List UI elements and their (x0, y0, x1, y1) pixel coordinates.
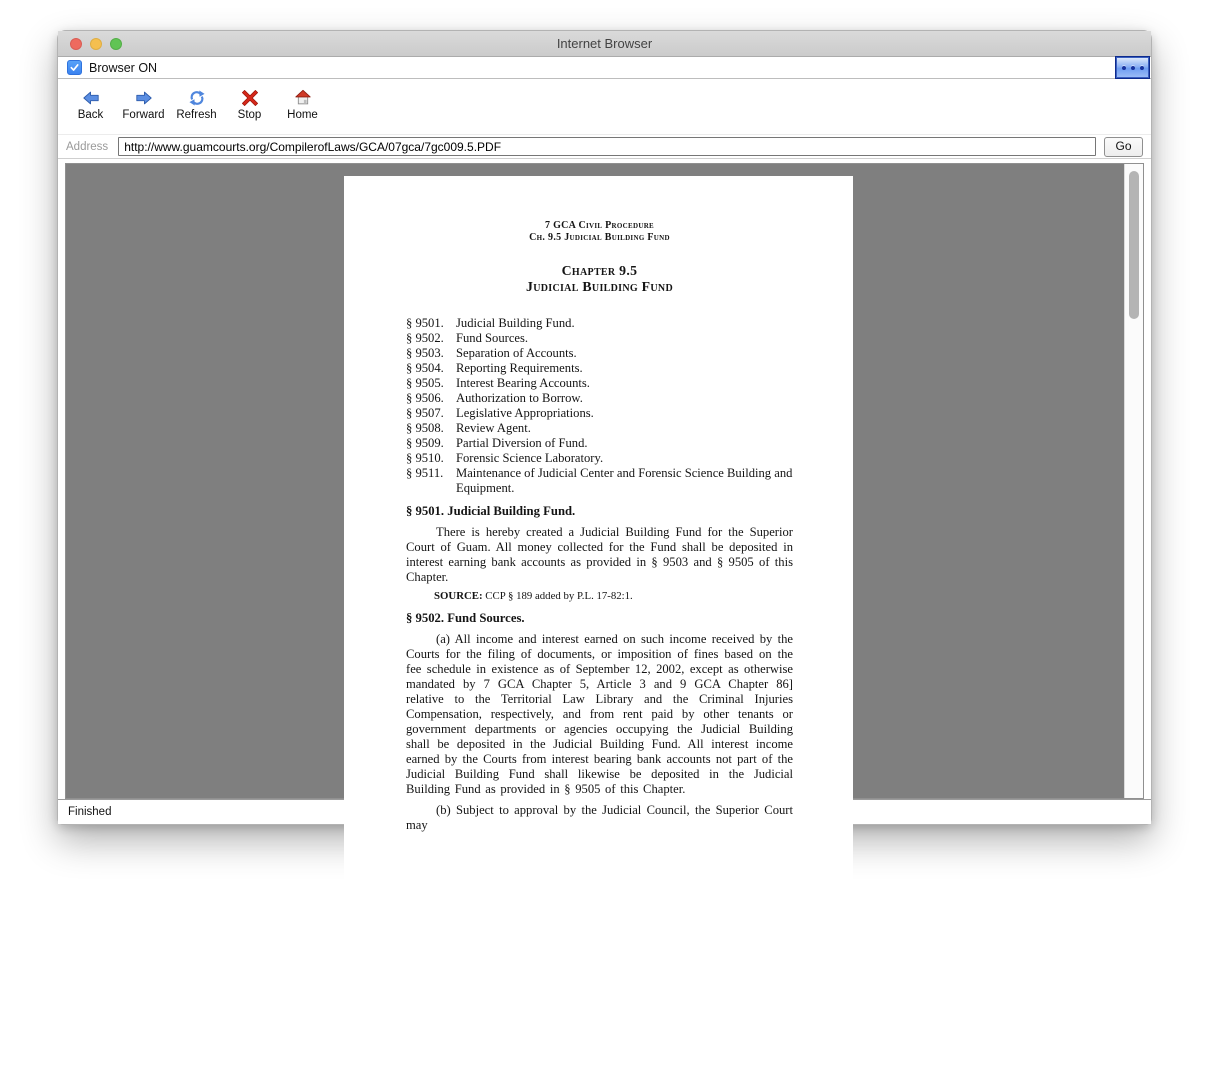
forward-arrow-icon (135, 89, 153, 107)
window-title: Internet Browser (556, 36, 653, 51)
stop-button[interactable] (223, 87, 276, 121)
stop-label: Stop (237, 109, 262, 121)
toc-entry: § 9505. Interest Bearing Accounts. (406, 376, 590, 390)
browser-on-checkbox[interactable] (67, 60, 82, 75)
forward-button[interactable] (117, 87, 170, 121)
checkmark-icon (69, 62, 80, 73)
pdf-page (344, 176, 853, 1076)
browser-window (57, 30, 1152, 832)
source-text: CCP § 189 added by P.L. 17-82:1. (482, 590, 633, 602)
section-list (406, 316, 793, 496)
source-label: SOURCE: (434, 590, 483, 602)
section-9501-source (434, 590, 793, 603)
toc-entry: § 9501. Judicial Building Fund. (406, 316, 575, 330)
toc-entry: § 9503. Separation of Accounts. (406, 346, 577, 360)
navigation-toolbar (58, 79, 1151, 134)
section-9502-heading: § 9502. Fund Sources. (406, 611, 525, 625)
section-9501-heading: § 9501. Judicial Building Fund. (406, 504, 576, 518)
stop-x-icon (241, 89, 259, 107)
chapter-heading (406, 263, 793, 295)
refresh-label: Refresh (176, 109, 217, 121)
grip-dot-icon (1122, 66, 1126, 70)
home-button[interactable] (276, 87, 329, 121)
address-label: Address (66, 140, 109, 153)
document-running-header (406, 220, 793, 243)
browser-on-label: Browser ON (89, 60, 158, 75)
toc-entry: § 9508. Review Agent. (406, 421, 531, 435)
section-9502-paragraph-b: (b) Subject to approval by the Judicial Council, the Superior Court may (406, 803, 793, 832)
scrollbar-thumb[interactable] (1129, 171, 1139, 319)
window-titlebar[interactable] (58, 31, 1151, 57)
browser-on-checkbox-row[interactable] (58, 60, 157, 75)
address-bar-row (58, 134, 1151, 159)
toc-entry: § 9511. Maintenance of Judicial Center and Forensic Science Building and Equipment. (406, 466, 793, 495)
refresh-icon (188, 89, 206, 107)
running-header-line2: Ch. 9.5 Judicial Building Fund (529, 231, 670, 243)
back-label: Back (77, 109, 104, 121)
back-button[interactable] (64, 87, 117, 121)
toc-entry: § 9502. Fund Sources. (406, 331, 529, 345)
refresh-button[interactable] (170, 87, 223, 121)
forward-label: Forward (122, 109, 165, 121)
toc-entry: § 9506. Authorization to Borrow. (406, 391, 583, 405)
section-9502-paragraph-a: (a) All income and interest earned on such income received by the Courts for the filing of documents, or imposition of fines based on the fee schedule in existence as of September 12, 2002, except as otherwise mandated by 7 GCA Chapter 5, Article 3 and 9 GCA Chapter 86] relative to the Territorial Law Library and the Criminal Injuries Compensation, respectively, and from rent paid by other tenants or government departments or agencies occupying the Judicial Building shall be deposited in the Judicial Building Fund. All interest income earned by the Courts from interest bearing bank accounts not part of the Judicial Building Fund shall likewise be deposited in the Judicial Building Fund as provided in § 9505 of this Chapter. (406, 632, 793, 796)
home-label: Home (287, 109, 318, 121)
toc-entry: § 9509. Partial Diversion of Fund. (406, 436, 588, 450)
toc-entry: § 9507. Legislative Appropriations. (406, 406, 594, 420)
browser-on-row (58, 57, 1151, 79)
section-9501-paragraph: There is hereby created a Judicial Building Fund for the Superior Court of Guam. All money collected for the Fund shall be deposited in interest earning bank accounts as provided in § 9503 and § 9505 of this Chapter. (406, 525, 793, 584)
chapter-heading-line1: Chapter 9.5 (561, 263, 638, 278)
chapter-heading-line2: Judicial Building Fund (526, 279, 673, 294)
running-header-line1: 7 GCA Civil Procedure (544, 220, 655, 231)
toc-entry: § 9504. Reporting Requirements. (406, 361, 583, 375)
vertical-scrollbar[interactable] (1124, 164, 1143, 798)
toc-entry: § 9510. Forensic Science Laboratory. (406, 451, 604, 465)
back-arrow-icon (82, 89, 100, 107)
toolbar-grip-button[interactable] (1116, 57, 1149, 78)
grip-dot-icon (1140, 66, 1144, 70)
grip-dot-icon (1131, 66, 1135, 70)
home-house-icon (294, 89, 312, 107)
address-input[interactable] (118, 137, 1096, 156)
status-text: Finished (68, 806, 112, 818)
go-button[interactable]: Go (1104, 137, 1143, 157)
